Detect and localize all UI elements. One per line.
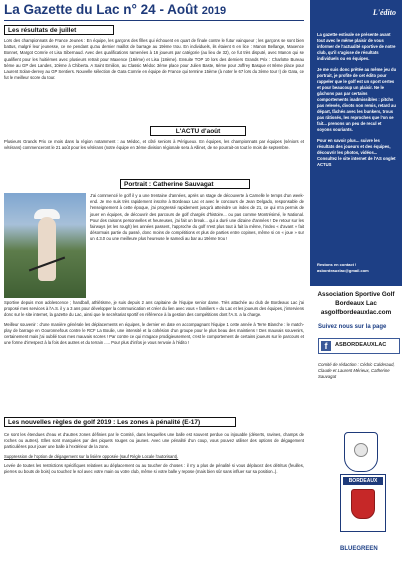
edito-paragraph-1: La gazette estivale se présente avant tout avec le même plaisir de vous informer de l'actualité sportive de notre club, qu'il s'agisse de résultats individuels ou en équipes. <box>317 32 396 61</box>
regles-paragraph-2: Suppression de l'option de dégagement sur la lisière opposée (sauf Règle Locale l'autorisant). <box>4 453 179 459</box>
regles-text <box>4 432 304 478</box>
regles-paragraph-3: Levée de toutes les restrictions spécifiques relatives au déplacement ou au toucher de choses : il n'y a plus de pénalité si vous déplacez des détritus (feuilles, pierres ou bouts de bois) ou touchez le sol avec votre main ou votre club, même si votre balle y repose (mais bien sûr sans influer sur sa position..). <box>4 462 304 475</box>
actu-text: Plusieurs Grands Prix ce mois dans la région notamment : au Médoc, et côté seniors à Périgueux. En équipes, les championnats par équipes (séniors et vétérans) commenceront le 21 août pour les vétérans (notre équipe en 3ème division régionale sera à Allinet, de se pourrait-on tout le mois de septembre. <box>4 139 304 151</box>
association-name: Association Sportive Golf Bordeaux Lac <box>317 291 395 307</box>
logo-bordeaux-label: BORDEAUX <box>343 477 383 485</box>
association-site[interactable]: asgolfbordeauxlac.com <box>320 309 392 316</box>
bluegreen-logo: BLUEGREEN <box>340 546 378 552</box>
resultats-text: Lors des championnats de France Jeunes : En équipe, les garçons des filles qui échouent en quart de finale contre le futur vainqueur ; les garçons se sont bien battus, malgré leur jeunesse, ce ne pendant qu'au dernier maillot de barrage au 19ème trou. En individuels, ils étaient 6 en lice : Manon Bellange, Maxence Bonnet, Margot Comrie et Lisa Sibernaud. Avec des qualifications ramenées à 16 joueurs par catégorie (au lieu de 32), ce fut très disputé, avec Manon qui se qualifient pour les huitièmes avec plusieurs retrait pour Maxence (16ème) et Lisa (18ème). Ensuite TOP 10 lors des derniers Grands Prix : Charlotte Bureau 5ème au GP des Landes, 10ème à Chiberta. A Saint Emilion, au Classic Médoc 3ème place pour Julien Baste, 6ème pour Joffrey Basque et 8ème place pour Laurent Solan-derevy au GP Sentiers. Nouvelle sélection de Gaïa Comrie en équipe de France qui termine 15ème (à noter le 67 lors du 3ème tour !) de Gaïa, ce fut le meilleur score du tour. <box>4 38 304 81</box>
edito-contact: Restons en contact ! asbordeauxlac@gmail.com <box>317 262 369 273</box>
portrait-full-text <box>4 300 304 349</box>
edito-body <box>317 32 397 173</box>
follow-label: Suivez nous sur la page <box>318 324 387 330</box>
issue-year: 2019 <box>201 5 227 17</box>
heading-regles: Les nouvelles règles de golf 2019 : Les zones à pénalité (E-17) <box>4 417 236 427</box>
association-block <box>310 290 402 317</box>
portrait-photo <box>4 193 86 298</box>
portrait-paragraph-2: Meilleur souvenir : d'une manière générale les déplacements en équipes, le dernier en date en accompagnant l'équipe 1 cette année à Terre Blanche : le match-play de barrage en Gouronnefous contre le RCF La Boulie, une intensité et la cohésion d'un groupe pour le plus beau des maintiens ! Des mauvais souvenirs, certainement mais j'ai oublié tous mes mauvais scores ! Par contre ce qui m'agace prodigieusement, c'est le comportement de certains joueurs sur le parcours et une forme d'irrespect à la fois des autres et du terrain ..... Pour plus d'infos je vous renvoie à l'édito ! <box>4 321 304 346</box>
edito-sidebar <box>310 0 402 286</box>
edito-label: L'édito <box>372 8 396 17</box>
edito-paragraph-3: Pour en savoir plus... suivre les résultats des joueurs et des équipes, découvrir les photos, vidéos... Consultez le site internet de l'AS onglet ACTUS <box>317 138 396 167</box>
edito-paragraph-2: Je me suis donc prêtée au même jeu du portrait, je profite de cet édito pour rappeler que le golf est un sport certes et pour beaucoup un plaisir. Ne le gâchons pas par certains comportements inadmissibles : pitchs pas relevés, divots non remis, retard au départ, fâchés avec les bunkers, trous pas râtissés, les reproches que l'on se fait... prenons un peu de recul et soyons souriants. <box>317 67 397 132</box>
portrait-column-text: J'ai commencé le golf il y a une trentaine d'années, après un stage de découverte à Carnelle le temps d'un week-end. Je me suis très rapidement inscrite à Bordeaux Lac et avec le concours de Jean Delgado, responsable de l'enseignement à cette époque, j'ai progressé rapidement jusqu'à atteindre un index de 21, ce qui m'a permis de jouer en équipes, de découvrir des parcours de golf chargés d'histoire... ou pas comme Montrésimé, le National. Pour des raisons personnelles et heureuses, j'ai fait un break... qui a duré une dizaine d'années ! De retour sur les fairways (et les rough) les années passent, l'approche du golf n'est plus tout à fait la même, l'index « d'avant » fait désormais partie du passé, donc moins de compétitions et plus de parties entre copines, même si on « joue » sur un 4.3.0 ou une meilleure plus heureuse le samedi au bar au 19ème trou ! <box>90 193 304 242</box>
golf-club-logo-icon <box>344 432 378 472</box>
heading-portrait: Portrait : Catherine Sauvagat <box>120 179 250 189</box>
heading-actu: L'ACTU d'août <box>150 126 246 136</box>
editorial-team: Comité de rédaction : Cédric Calderaud, Claude et Laurent Mérieux, Catherine Sauvagat <box>318 362 395 379</box>
facebook-link[interactable] <box>318 338 400 354</box>
heading-resultats: Les résultats de juillet <box>4 25 114 35</box>
page-title: La Gazette du Lac n° 24 - Août 2019 <box>4 2 227 17</box>
bordeaux-crest-icon <box>340 474 386 532</box>
club-logos <box>336 432 396 542</box>
regles-paragraph-1: Ce sont les étendues d'eau et d'autres zones définies par le Comité, dans lesquelles une balle est souvent perdue ou injouable (déserts, ravines, champs de roches ou autres). Elles sont marquées par des piquets rouges ou jaunes. Avec une pénalité d'un coup, vous pouvez utiliser des options de dégagement particulières pour jouer une balle à l'extérieur de la zone. <box>4 432 304 450</box>
facebook-page-name: ASBORDEAUXLAC <box>335 342 387 348</box>
portrait-paragraph-1: Sportive depuis mon adolescence ; handball, athlétisme, je suis depuis 2 ans capitaine de l'équipe senior dame. Très attachée au club de Bordeaux Lac j'ai proposé mes services à l'A.S. il y a 3 ans pour développer la communication et créer du lien avec vous « familiers » du Lac et les joueurs des équipes, j'interviens donc sur le site internet, la gazette du Lac, ainsi que le secrétariat sportif en référence à la gestion des compétitions dont l'A.S. a la charge. <box>4 300 304 318</box>
facebook-icon: f <box>321 341 331 351</box>
title-rule <box>4 20 304 21</box>
